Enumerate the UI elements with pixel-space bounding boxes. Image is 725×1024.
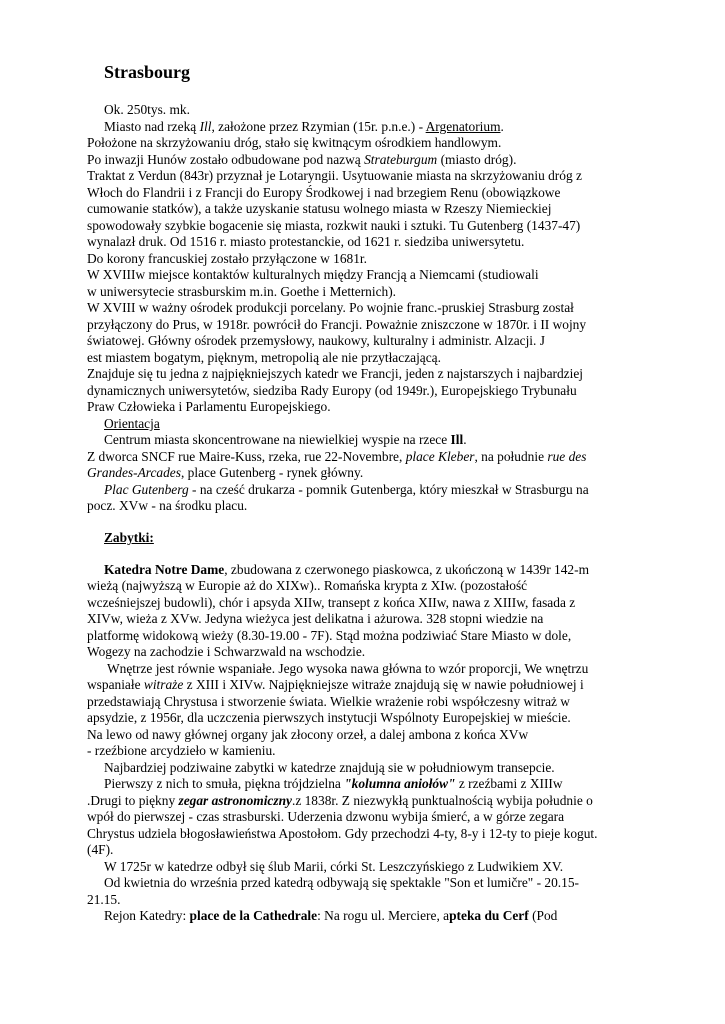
line-text: Wnętrze jest równie wspaniałe. Jego wysoka nawa główna to wzór proporcji, We wnętrzu bbox=[107, 661, 589, 676]
line-text: . bbox=[500, 119, 504, 134]
line-text: Ok. 250tys. mk. bbox=[104, 102, 190, 117]
bold-text: place de la Cathedrale bbox=[189, 908, 318, 923]
text-line bbox=[87, 464, 363, 481]
line-text: est miastem bogatym, pięknym, metropolią ale nie przytłaczającą. bbox=[87, 350, 441, 365]
text-line bbox=[104, 759, 555, 776]
text-line bbox=[87, 841, 113, 858]
text-line bbox=[87, 627, 571, 644]
line-text: - na cześć drukarza - pomnik Gutenberga, który mieszkał w Strasburgu na bbox=[188, 482, 589, 497]
line-text: Na lewo od nawy głównej organy jak złocony orzeł, a dalej ambona z końca XVw bbox=[87, 727, 529, 742]
line-text: - rzeźbione arcydzieło w kamieniu. bbox=[87, 743, 276, 758]
text-line bbox=[104, 561, 589, 578]
italic-text: witraże bbox=[143, 677, 184, 692]
text-line bbox=[87, 266, 539, 283]
line-text: światowej. Główny ośrodek przemysłowy, naukowy, kulturalny i administr. Alzacji. J bbox=[87, 333, 545, 348]
line-text: Po inwazji Hunów zostało odbudowane pod nazwą bbox=[87, 152, 365, 167]
text-line bbox=[87, 398, 331, 415]
bold-text: Katedra Notre Dame bbox=[104, 562, 225, 577]
text-line bbox=[87, 891, 120, 908]
line-text: Od kwietnia do września przed katedrą odbywają się spektakle "Son et lumičre" - 20.15- bbox=[104, 875, 579, 890]
line-text: .z 1838r. Z niezwykłą punktualnością wybija południe o bbox=[291, 793, 593, 808]
text-line bbox=[87, 283, 396, 300]
line-text: , place Gutenberg - rynek główny. bbox=[180, 465, 364, 480]
text-line bbox=[87, 217, 580, 234]
line-text: wpół do pierwszej - czas strasburski. Uderzenia dzwonu wybija śmierć, a w górze zegara bbox=[87, 809, 565, 824]
line-text: cumowanie statków), a także uzyskanie statusu wolnego miasta w Rzeszy Niemieckiej bbox=[87, 201, 552, 216]
line-text: w uniwersytecie strasburskim m.in. Goethe i Metternich). bbox=[87, 284, 397, 299]
line-text: Pierwszy z nich to smuła, piękna trójdzielna bbox=[104, 776, 345, 791]
line-text: z rzeźbami z XIIIw bbox=[455, 776, 563, 791]
line-text: W 1725r w katedrze odbył się ślub Marii, córki St. Leszczyńskiego z Ludwikiem XV. bbox=[104, 859, 564, 874]
line-text: przedstawiają Chrystusa i stworzenie świata. Wielkie wrażenie robi współczesny witraż w bbox=[87, 694, 570, 709]
text-line bbox=[87, 792, 593, 809]
text-line bbox=[87, 233, 524, 250]
bold-italic-text: "kolumna aniołów" bbox=[344, 776, 456, 791]
text-line bbox=[87, 497, 247, 514]
line-text: Praw Człowieka i Parlamentu Europejskiego. bbox=[87, 399, 331, 414]
text-line bbox=[87, 448, 586, 465]
text-line bbox=[87, 250, 367, 267]
section-heading-orientacja: Orientacja bbox=[104, 416, 160, 431]
italic-text: place Kleber bbox=[405, 449, 475, 464]
italic-text: Ill bbox=[199, 119, 212, 134]
italic-text: Plac Gutenberg bbox=[104, 482, 189, 497]
line-text: platformę widokową wieży (8.30-19.00 - 7F). Stąd można podziwiać Stare Miasto w dole, bbox=[87, 628, 572, 643]
text-line bbox=[87, 594, 575, 611]
text-line bbox=[87, 577, 527, 594]
line-text: Chrystus udziela błogosławieństwa Apostołom. Gdy przechodzi 4-ty, 8-y i 12-ty to pieje kogut. bbox=[87, 826, 598, 841]
text-line bbox=[104, 874, 579, 891]
text-line bbox=[104, 907, 557, 924]
text-line bbox=[104, 529, 154, 546]
text-line bbox=[87, 808, 564, 825]
line-text: , zbudowana z czerwonego piaskowca, z ukończoną w 1439r 142-m bbox=[224, 562, 589, 577]
text-line bbox=[104, 118, 504, 135]
text-line bbox=[87, 134, 501, 151]
line-text: wieżą (najwyższą w Europie aż do XIXw).. Romańska krypta z XIw. (pozostałość bbox=[87, 578, 528, 593]
text-line bbox=[87, 709, 571, 726]
text-line bbox=[87, 643, 365, 660]
line-text: Z dworca SNCF rue Maire-Kuss, rzeka, rue 22-Novembre, bbox=[87, 449, 406, 464]
line-text: Rejon Katedry: bbox=[104, 908, 190, 923]
underlined-term: Argenatorium bbox=[425, 119, 501, 134]
text-line bbox=[87, 610, 543, 627]
line-text: Znajduje się tu jedna z najpiękniejszych katedr we Francji, jeden z najstarszych i najbardziej bbox=[87, 366, 583, 381]
text-line bbox=[87, 184, 560, 201]
text-line bbox=[104, 101, 190, 118]
line-text: Położone na skrzyżowaniu dróg, stało się kwitnącym ośrodkiem handlowym. bbox=[87, 135, 502, 150]
line-text: apsydzie, z 1956r, dla uczczenia pierwszych instytucji Wspólnoty Europejskiej w mieście. bbox=[87, 710, 571, 725]
italic-text: rue des bbox=[547, 449, 587, 464]
line-text: .Drugi to piękny bbox=[87, 793, 179, 808]
line-text: Włoch do Flandrii i z Francji do Europy Środkowej i nad brzegiem Renu (obowiązkowe bbox=[87, 185, 561, 200]
line-text: 21.15. bbox=[87, 892, 121, 907]
text-line bbox=[87, 676, 584, 693]
text-line bbox=[104, 431, 467, 448]
page-title: Strasbourg bbox=[104, 62, 191, 82]
text-line bbox=[87, 332, 545, 349]
section-heading-zabytki: Zabytki: bbox=[104, 530, 154, 545]
text-line bbox=[87, 151, 516, 168]
text-line bbox=[87, 167, 582, 184]
text-line bbox=[107, 660, 588, 677]
italic-text: Strateburgum bbox=[364, 152, 438, 167]
line-text: z XIII i XIVw. Najpiękniejsze witraże znajdują się w nawie południowej i bbox=[183, 677, 584, 692]
line-text: W XVIII w ważny ośrodek produkcji porcelany. Po wojnie franc.-pruskiej Strasburg został bbox=[87, 300, 574, 315]
line-text: wynalazł druk. Od 1516 r. miasto protestanckie, od 1621 r. siedziba uniwersytetu. bbox=[87, 234, 525, 249]
text-line bbox=[87, 726, 528, 743]
line-text: Centrum miasta skoncentrowane na niewielkiej wyspie na rzece bbox=[104, 432, 451, 447]
line-text: Wogezy na zachodzie i Schwarzwald na wschodzie. bbox=[87, 644, 366, 659]
text-line bbox=[87, 299, 574, 316]
text-line bbox=[87, 349, 441, 366]
line-text: Traktat z Verdun (843r) przyznał je Lotaryngii. Usytuowanie miasta na skrzyżowaniu dróg z bbox=[87, 168, 582, 183]
text-line bbox=[87, 693, 570, 710]
text-line bbox=[104, 858, 563, 875]
text-line bbox=[104, 415, 160, 432]
text-line bbox=[87, 365, 583, 382]
text-line bbox=[104, 775, 563, 792]
line-text: Najbardziej podziwaine zabytki w katedrze znajdują sie w południowym transepcie. bbox=[104, 760, 555, 775]
line-text: W XVIIIw miejsce kontaktów kulturalnych między Francją a Niemcami (studiowali bbox=[87, 267, 539, 282]
text-line bbox=[87, 382, 577, 399]
bold-text: pteka du Cerf bbox=[449, 908, 529, 923]
line-text: dynamicznych uniwersytetów, siedziba Rady Europy (od 1949r.), Europejskiego Trybunału bbox=[87, 383, 577, 398]
line-text: , na południe bbox=[474, 449, 548, 464]
line-text: pocz. XVw - na środku placu. bbox=[87, 498, 248, 513]
bold-italic-text: zegar astronomiczny bbox=[178, 793, 292, 808]
line-text: : Na rogu ul. Merciere, a bbox=[317, 908, 450, 923]
line-text: (miasto dróg). bbox=[437, 152, 517, 167]
line-text: spowodowały szybkie bogacenie się miasta, rozkwit nauki i sztuki. Tu Gutenberg (1437-47) bbox=[87, 218, 581, 233]
bold-text: Ill bbox=[450, 432, 464, 447]
line-text: wspaniałe bbox=[87, 677, 144, 692]
text-line bbox=[87, 200, 551, 217]
line-text: (Pod bbox=[528, 908, 558, 923]
text-line bbox=[87, 316, 586, 333]
italic-text: Grandes-Arcades bbox=[87, 465, 181, 480]
line-text: (4F). bbox=[87, 842, 114, 857]
line-text: Do korony francuskiej zostało przyłączone w 1681r. bbox=[87, 251, 367, 266]
line-text: przyłączony do Prus, w 1918r. powrócił do Francji. Poważnie zniszczone w 1870r. i II wojny bbox=[87, 317, 587, 332]
line-text: wcześniejszej budowli), chór i apsyda XIIw, transept z końca XIIw, nawa z XIIIw, fasada z bbox=[87, 595, 576, 610]
text-line bbox=[87, 742, 276, 759]
text-line bbox=[104, 481, 589, 498]
line-text: . bbox=[463, 432, 467, 447]
text-line bbox=[87, 825, 598, 842]
line-text: , założone przez Rzymian (15r. p.n.e.) - bbox=[211, 119, 426, 134]
line-text: XIVw, wieża z XVw. Jedyna wieżyca jest delikatna i ażurowa. 328 stopni wiedzie na bbox=[87, 611, 544, 626]
line-text: Miasto nad rzeką bbox=[104, 119, 200, 134]
